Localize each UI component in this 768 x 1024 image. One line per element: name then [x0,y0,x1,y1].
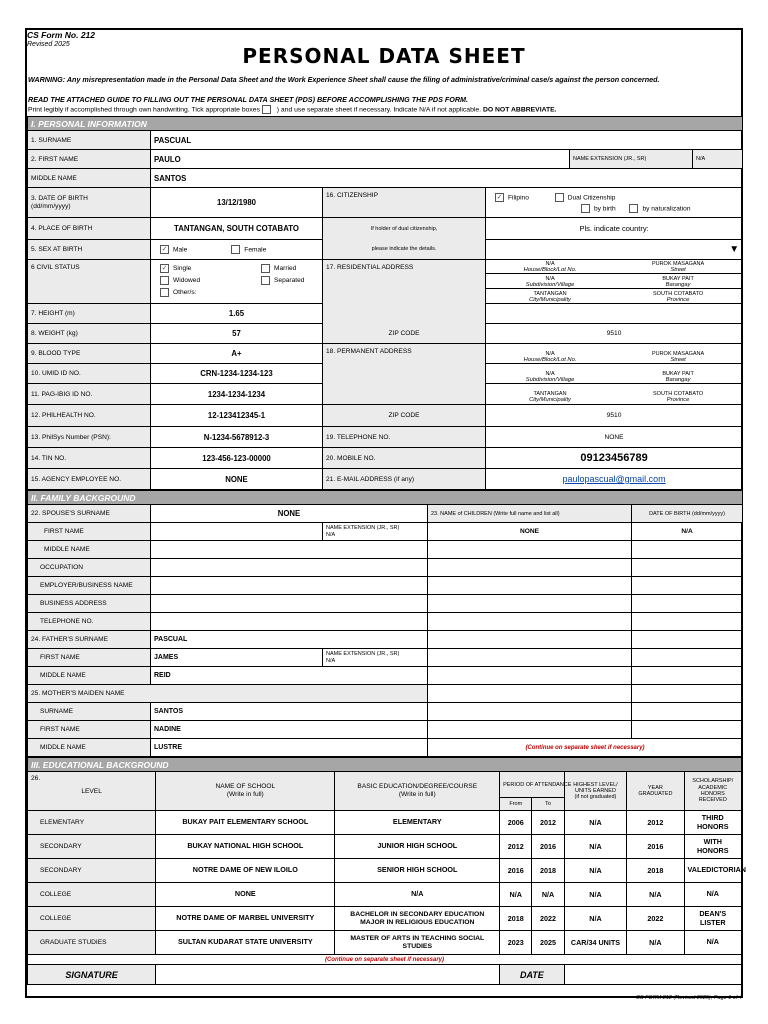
by-naturalization-label: by naturalization [642,204,691,212]
email-link[interactable]: paulopascual@gmail.com [486,469,743,490]
page-title: PERSONAL DATA SHEET [242,44,526,68]
units-header-2: UNITS EARNED [574,787,616,794]
perm-subd-value[interactable]: N/A [545,371,555,377]
spouse-ext-value[interactable]: N/A [326,531,336,538]
umid-value[interactable]: CRN-1234-1234-123 [151,364,323,384]
education-course[interactable]: ELEMENTARY [335,811,500,835]
res-prov-value[interactable]: SOUTH COTABATO [653,291,704,297]
single-checkbox[interactable]: ✓ [161,264,168,272]
civil-status-options [151,260,323,304]
res-house-value[interactable]: N/A [545,261,555,267]
father-first-label: FIRST NAME [28,649,151,667]
philhealth-value[interactable]: 12-123412345-1 [151,405,323,427]
education-from[interactable]: N/A [500,883,532,907]
mobile-value[interactable]: 09123456789 [486,448,743,469]
course-header-sub: (Write in full) [398,791,436,798]
child-dob-label: DATE OF BIRTH (dd/mm/yyyy) [632,505,743,523]
honors-header-3: RECEIVED [698,797,727,804]
spouse-first-label: FIRST NAME [28,523,151,541]
year-header-2: GRADUATED [638,791,673,797]
signature-field[interactable] [156,965,500,985]
res-subd-block [486,276,614,288]
page-footer: CS FORM 212 (Revised 2025), Page 1 of 4 [635,995,742,1001]
education-level: COLLEGE [28,883,156,907]
perm-brgy-block [614,371,742,383]
others-checkbox[interactable] [160,288,169,297]
res-subd-caption: Subdivision/Village [525,282,575,288]
weight-label: 8. WEIGHT (kg) [28,324,151,344]
child-row[interactable] [428,685,632,703]
perm-street-caption: Street [670,357,686,363]
umid-label: 10. UMID ID NO. [28,364,151,384]
education-from[interactable]: 2018 [500,907,532,931]
date-label: DATE [500,965,565,985]
res-label-spacer [323,304,486,324]
education-units[interactable]: CAR/34 UNITS [564,931,627,955]
perm-city-caption: City/Municipality [529,397,571,403]
mobile-label: 20. MOBILE NO. [323,448,486,469]
course-header-text: BASIC EDUCATION/DEGREE/COURSE [357,783,478,791]
business-address-value[interactable] [151,595,428,613]
child-dob-row[interactable] [632,667,743,685]
perm-brgy-value[interactable]: BUKAY PAIT [662,371,694,377]
education-continue-note: (Continue on separate sheet if necessary) [28,955,742,965]
married-label: Married [274,265,297,272]
level-header [28,772,156,811]
signature-label: SIGNATURE [28,965,156,985]
res-zip-value[interactable]: 9510 [486,324,743,344]
father-ext-label: NAME EXTENSION (JR., SR) [326,651,400,658]
res-brgy-block [614,276,742,288]
honors-header-1: SCHOLARSHIP/ [692,778,734,785]
philsys-label: 13. PhilSys Number (PSN): [28,427,151,448]
education-course[interactable]: MASTER OF ARTS IN TEACHING SOCIAL STUDIES [335,931,500,955]
child-row[interactable] [428,613,632,631]
education-units[interactable]: N/A [564,883,627,907]
child-dob-row[interactable] [632,541,743,559]
res-street-value[interactable]: PUROK MASAGANA [651,261,705,267]
pob-label: 4. PLACE OF BIRTH [28,218,151,240]
education-year[interactable]: N/A [627,883,684,907]
education-level: ELEMENTARY [28,811,156,835]
surname-value[interactable]: PASCUAL [151,131,743,150]
education-row [28,883,742,907]
widowed-label: Widowed [173,277,201,284]
education-units[interactable]: N/A [564,835,627,859]
mother-middle-label: MIDDLE NAME [28,739,151,757]
school-header [156,772,335,811]
child-dob-value[interactable]: N/A [632,523,743,541]
res-house-block [486,261,614,273]
business-address-label: BUSINESS ADDRESS [28,595,151,613]
education-course[interactable]: JUNIOR HIGH SCHOOL [335,835,500,859]
citizenship-options [486,188,743,218]
education-to[interactable]: N/A [532,883,564,907]
education-table [27,757,746,985]
education-to[interactable]: 2012 [532,811,564,835]
honors-header [684,772,741,811]
filipino-checkbox[interactable]: ✓ [496,193,503,201]
perm-zip-value[interactable]: 9510 [486,405,743,427]
dual-note-2: please indicate the details. [323,240,486,260]
spouse-surname-value[interactable]: NONE [151,505,428,523]
legibly-text [28,105,557,114]
units-header [564,772,627,811]
country-dropdown[interactable] [486,240,743,260]
dob-label-text: 3. DATE OF BIRTH [31,194,88,202]
education-to[interactable]: 2018 [532,859,564,883]
child-dob-row[interactable] [632,559,743,577]
education-row [28,835,742,859]
education-row [28,811,742,835]
res-city-block [486,291,614,303]
by-naturalization-checkbox[interactable] [629,204,638,213]
education-from[interactable]: 2012 [500,835,532,859]
pagibig-label: 11. PAG-IBIG ID NO. [28,384,151,405]
warning-text: WARNING: Any misrepresentation made in the Personal Data Sheet and the Work Experience Sheet shall cause the filing of administrative/criminal case/s against the person concerned. [28,75,660,84]
dual-citizenship-label: Dual Citizenship [567,193,616,201]
education-number: 26. [31,775,41,782]
father-first-value[interactable]: JAMES [151,649,323,667]
education-from[interactable]: 2023 [500,931,532,955]
from-header: From [500,798,532,811]
education-to[interactable]: 2016 [532,835,564,859]
civil-status-label: 6 CIVIL STATUS [28,260,151,304]
school-header-text: NAME OF SCHOOL [215,783,276,791]
child-row[interactable] [428,631,632,649]
filipino-label: Filipino [508,193,529,201]
res-zip-label: ZIP CODE [323,324,486,344]
dual-citizenship-checkbox[interactable] [555,193,564,202]
perm-brgy-caption: Barangay [665,377,691,383]
child-dob-row[interactable] [632,703,743,721]
education-row [28,931,742,955]
res-city-caption: City/Municipality [529,297,571,303]
child-dob-row[interactable] [632,721,743,739]
blood-type-value[interactable]: A+ [151,344,323,364]
blood-type-label: 9. BLOOD TYPE [28,344,151,364]
perm-house-caption: House/Block/Lot No. [523,357,577,363]
form-revision: Revised 2025 [27,41,70,48]
spouse-surname-label: 22. SPOUSE'S SURNAME [28,505,151,523]
school-header-sub: (Write in full) [226,791,264,798]
first-name-label: 2. FIRST NAME [28,150,151,169]
perm-zip-label: ZIP CODE [323,405,486,427]
education-row [28,907,742,931]
spouse-middle-label: MIDDLE NAME [28,541,151,559]
mother-first-label: FIRST NAME [28,721,151,739]
res-subd-value[interactable]: N/A [545,276,555,282]
child-row[interactable] [428,541,632,559]
employer-value[interactable] [151,577,428,595]
telephone-value[interactable]: NONE [486,427,743,448]
tin-label: 14. TIN NO. [28,448,151,469]
education-units[interactable]: N/A [564,859,627,883]
education-rows [28,811,746,955]
chevron-down-icon: ▼ [729,244,740,255]
spouse-telephone-value[interactable] [151,613,428,631]
dual-note-1: If holder of dual citizenship, [323,218,486,240]
education-year[interactable]: 2012 [627,811,684,835]
no-abbreviate-text: DO NOT ABBREVIATE. [482,106,557,114]
section-family-background: II. FAMILY BACKGROUND [28,491,743,505]
pob-value[interactable]: TANTANGAN, SOUTH COTABATO [151,218,323,240]
education-school[interactable]: BUKAY NATIONAL HIGH SCHOOL [156,835,335,859]
separated-label: Separated [274,277,305,284]
education-course[interactable]: N/A [335,883,500,907]
philsys-value[interactable]: N-1234-5678912-3 [151,427,323,448]
education-year[interactable]: 2022 [627,907,684,931]
child-row[interactable] [428,649,632,667]
education-course[interactable]: BACHELOR IN SECONDARY EDUCATION MAJOR IN RELIGIOUS EDUCATION [335,907,500,931]
perm-prov-value[interactable]: SOUTH COTABATO [653,391,704,397]
period-header: PERIOD OF ATTENDANCE [500,772,565,798]
father-ext-value[interactable]: N/A [326,657,336,664]
sex-options [151,240,323,260]
father-surname-label: 24. FATHER'S SURNAME [28,631,151,649]
family-continue-note: (Continue on separate sheet if necessary) [428,739,743,757]
date-field[interactable] [564,965,741,985]
to-header: To [532,798,564,811]
height-label: 7. HEIGHT (m) [28,304,151,324]
education-course[interactable]: SENIOR HIGH SCHOOL [335,859,500,883]
female-checkbox[interactable] [231,245,240,254]
education-row [28,859,742,883]
father-ext-cell [323,649,428,667]
father-middle-value[interactable]: REID [151,667,428,685]
child-row[interactable] [428,703,632,721]
agency-employee-label: 15. AGENCY EMPLOYEE NO. [28,469,151,490]
child-dob-row[interactable] [632,685,743,703]
res-brgy-value[interactable]: BUKAY PAIT [662,276,694,282]
honors-header-2: ACADEMIC HONORS [698,784,728,797]
education-to[interactable]: 2022 [532,907,564,931]
sex-label: 5. SEX AT BIRTH [28,240,151,260]
mother-middle-value[interactable]: LUSTRE [151,739,428,757]
married-checkbox[interactable] [261,264,270,273]
year-graduated-header [627,772,684,811]
education-level: GRADUATE STUDIES [28,931,156,955]
child-dob-row[interactable] [632,613,743,631]
perm-prov-caption: Province [666,397,690,403]
others-label: Other/s: [173,289,197,296]
units-header-3: (if not graduated) [574,794,617,801]
education-level: SECONDARY [28,835,156,859]
perm-prov-block [614,391,742,403]
child-dob-row[interactable] [632,577,743,595]
personal-info-table [27,116,743,490]
education-units[interactable]: N/A [564,907,627,931]
education-school[interactable]: BUKAY PAIT ELEMENTARY SCHOOL [156,811,335,835]
child-dob-row[interactable] [632,631,743,649]
child-row[interactable] [428,721,632,739]
employer-label: EMPLOYER/BUSINESS NAME [28,577,151,595]
education-school[interactable]: SULTAN KUDARAT STATE UNIVERSITY [156,931,335,955]
res-street-block [614,261,742,273]
res-spacer [486,304,743,324]
perm-street-value[interactable]: PUROK MASAGANA [651,351,705,357]
spouse-first-value[interactable] [151,523,323,541]
perm-city-block [486,391,614,403]
res-prov-caption: Province [666,297,690,303]
spouse-telephone-label: TELEPHONE NO. [28,613,151,631]
spouse-ext-label: NAME EXTENSION (JR., SR) [326,525,400,532]
perm-subd-caption: Subdivision/Village [525,377,575,383]
education-level: SECONDARY [28,859,156,883]
tin-value[interactable]: 123-456-123-00000 [151,448,323,469]
res-brgy-caption: Barangay [665,282,691,288]
education-units[interactable]: N/A [564,811,627,835]
middle-name-value[interactable]: SANTOS [151,169,743,188]
legibly-text-a: Print legibly if accomplished through own handwriting. Tick appropriate boxes [28,106,260,114]
child-dob-row[interactable] [632,595,743,613]
perm-city-value[interactable]: TANTANGAN [533,391,567,397]
perm-house-block [486,351,614,363]
res-house-caption: House/Block/Lot No. [523,267,577,273]
pagibig-value[interactable]: 1234-1234-1234 [151,384,323,405]
section-personal-info: I. PERSONAL INFORMATION [28,117,743,131]
education-school[interactable]: NOTRE DAME OF NEW ILOILO [156,859,335,883]
father-surname-value[interactable]: PASCUAL [151,631,428,649]
education-to[interactable]: 2025 [532,931,564,955]
mother-surname-label: SURNAME [28,703,151,721]
course-header [335,772,500,811]
children-label: 23. NAME of CHILDREN (Write full name and list all) [428,505,632,523]
education-year[interactable]: 2018 [627,859,684,883]
education-year[interactable]: 2016 [627,835,684,859]
education-from[interactable]: 2016 [500,859,532,883]
family-table [27,490,743,757]
weight-value[interactable]: 57 [151,324,323,344]
residential-address-label: 17. RESIDENTIAL ADDRESS [323,260,486,304]
tick-box-sample [262,105,271,114]
by-birth-label: by birth [594,204,616,212]
form-number: CS Form No. 212 [27,30,96,40]
surname-label: 1. SURNAME [28,131,151,150]
spouse-ext-cell [323,523,428,541]
legibly-text-b: ) and use separate sheet if necessary. Indicate N/A if not applicable. [276,106,482,114]
email-label: 21. E-MAIL ADDRESS (if any) [323,469,486,490]
philhealth-label: 12. PHILHEALTH NO. [28,405,151,427]
perm-subd-block [486,371,614,383]
father-middle-label: MIDDLE NAME [28,667,151,685]
level-header-text: LEVEL [81,787,102,795]
height-value[interactable]: 1.65 [151,304,323,324]
education-school[interactable]: NONE [156,883,335,907]
child-row[interactable] [428,559,632,577]
education-honors[interactable]: N/A [684,883,741,907]
education-honors[interactable]: THIRD HONORS [684,811,741,835]
res-city-value[interactable]: TANTANGAN [533,291,567,297]
education-honors[interactable]: DEAN'S LISTER [684,907,741,931]
mother-maiden-label: 25. MOTHER'S MAIDEN NAME [28,685,428,703]
citizenship-label: 16. CITIZENSHIP [323,188,486,218]
perm-street-block [614,351,742,363]
female-label: Female [244,246,267,254]
year-header-1: YEAR [647,784,663,791]
mother-first-value[interactable]: NADINE [151,721,428,739]
dob-format: (dd/mm/yyyy) [31,202,71,210]
dob-label [28,188,151,218]
section-educational-background: III. EDUCATIONAL BACKGROUND [28,758,742,772]
res-street-caption: Street [670,267,686,273]
single-label: Single [173,265,192,272]
education-honors[interactable]: VALEDICTORIAN [684,859,741,883]
telephone-label: 19. TELEPHONE NO. [323,427,486,448]
mother-surname-value[interactable]: SANTOS [151,703,428,721]
units-header-1: HIGHEST LEVEL/ [573,781,618,788]
child-row[interactable] [428,667,632,685]
name-extension-value[interactable]: N/A [693,150,743,169]
read-guide-text: READ THE ATTACHED GUIDE TO FILLING OUT THE PERSONAL DATA SHEET (PDS) BEFORE ACCOMPLISHING THE PDS FORM. [28,95,469,104]
agency-employee-value[interactable]: NONE [151,469,323,490]
separated-checkbox[interactable] [261,276,270,285]
perm-house-value[interactable]: N/A [545,351,555,357]
first-name-value[interactable]: PAULO [151,150,570,169]
pls-indicate-country: Pls. indicate country: [486,218,743,240]
child-name-value[interactable]: NONE [428,523,632,541]
occupation-value[interactable] [151,559,428,577]
name-extension-label: NAME EXTENSION (JR., SR) [570,150,693,169]
res-prov-block [614,291,742,303]
residential-address-block [486,260,743,304]
child-dob-row[interactable] [632,649,743,667]
child-row[interactable] [428,595,632,613]
male-label: Male [173,246,188,254]
education-year[interactable]: N/A [627,931,684,955]
spouse-middle-value[interactable] [151,541,428,559]
widowed-checkbox[interactable] [160,276,169,285]
education-honors[interactable]: WITH HONORS [684,835,741,859]
permanent-address-label: 18. PERMANENT ADDRESS [323,344,486,405]
education-honors[interactable]: N/A [684,931,741,955]
male-checkbox[interactable]: ✓ [161,246,168,253]
dob-value[interactable]: 13/12/1980 [151,188,323,218]
by-birth-checkbox[interactable] [581,204,590,213]
education-school[interactable]: NOTRE DAME OF MARBEL UNIVERSITY [156,907,335,931]
occupation-label: OCCUPATION [28,559,151,577]
education-level: COLLEGE [28,907,156,931]
child-row[interactable] [428,577,632,595]
permanent-address-block [486,344,743,405]
education-from[interactable]: 2006 [500,811,532,835]
middle-name-label: MIDDLE NAME [28,169,151,188]
